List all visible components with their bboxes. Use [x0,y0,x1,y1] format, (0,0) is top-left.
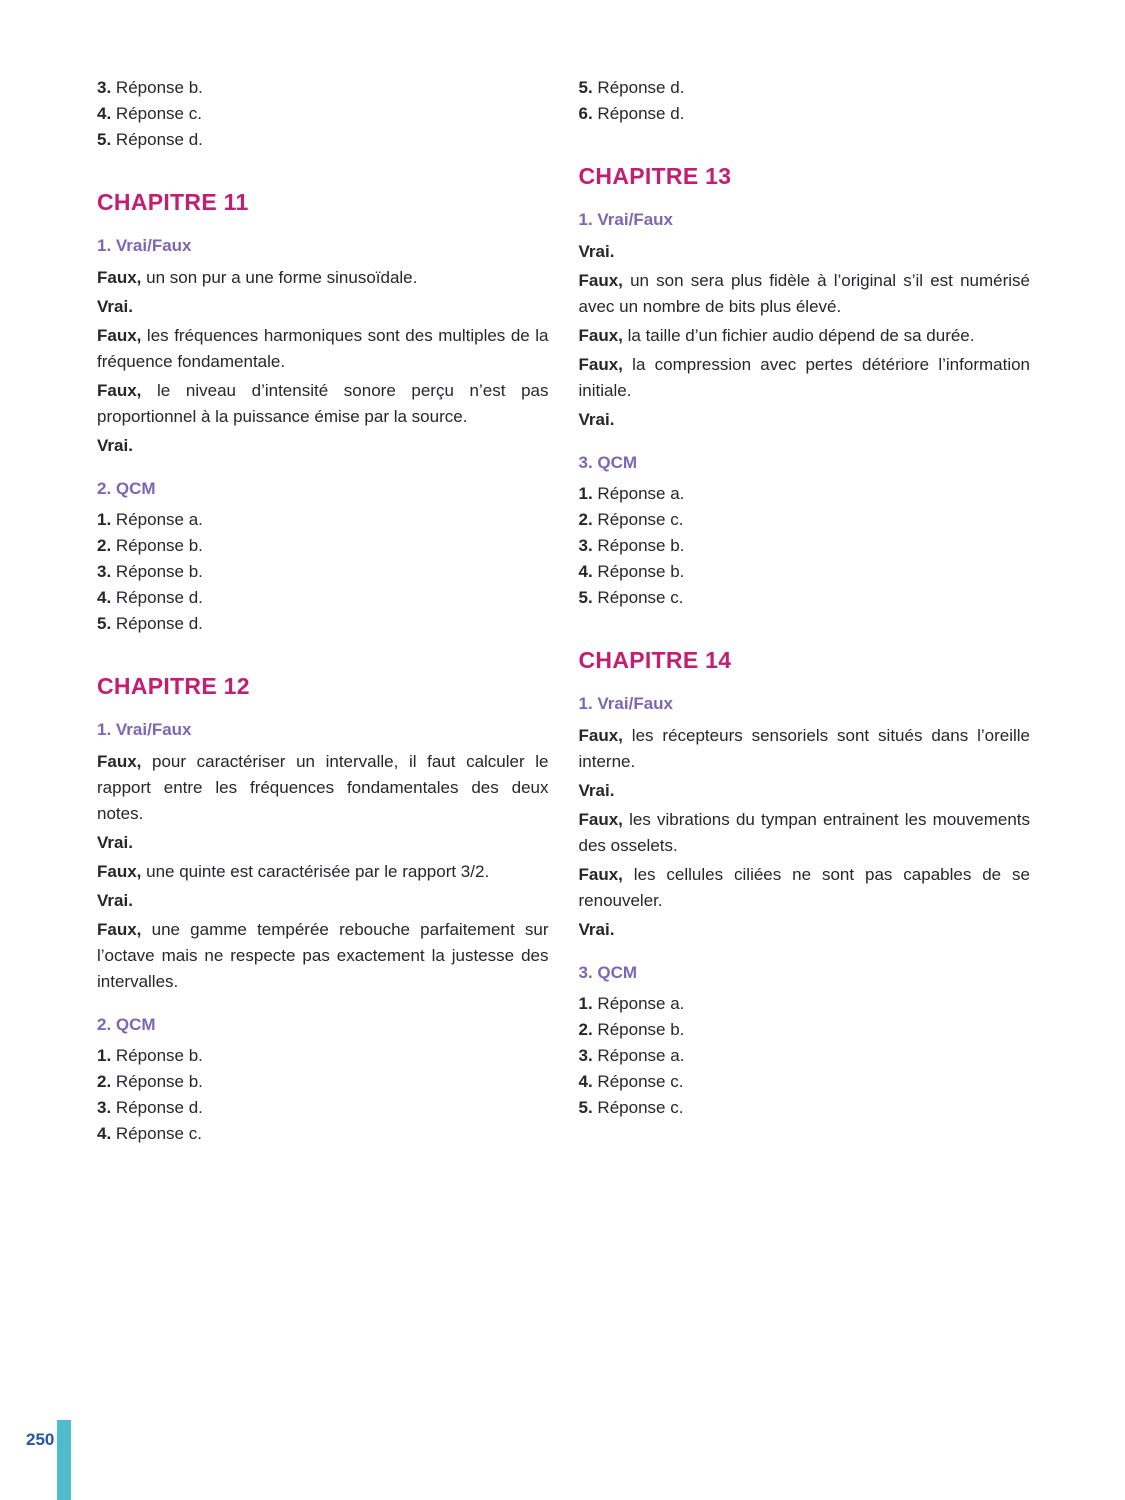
answer-item [97,612,549,635]
footer-accent-bar [57,1420,71,1500]
answer-text: les fréquences harmoniques sont des multiples de la fréquence fondamentale. [97,326,549,371]
answer-text: Réponse d. [115,588,203,607]
faux-lead: Faux, [578,271,623,290]
answer-text: Réponse b. [115,78,203,97]
answer-text: Réponse c. [115,1124,202,1143]
qcm-answer-list [97,1044,549,1145]
faux-lead: Faux, [578,355,623,374]
answer-text: Réponse c. [597,1072,684,1091]
faux-lead: Faux, [578,726,623,745]
answer-text: Réponse c. [597,510,684,529]
answer-paragraph [97,859,549,885]
answer-number: 3. [97,562,112,581]
chapter-13-heading: CHAPITRE 13 [578,163,732,189]
answer-text: une gamme tempérée rebouche parfaitement sur l’octave mais ne respecte pas exactement la justesse des intervalles. [97,920,549,991]
answer-text: Réponse a. [597,994,685,1013]
answer-item [97,560,549,583]
vrai-line: Vrai. [97,833,133,852]
answer-paragraph [579,323,1031,349]
answer-text: le niveau d’intensité sonore perçu n’est pas proportionnel à la puissance émise par la source. [97,381,549,426]
faux-lead: Faux, [97,920,142,939]
section-heading-qcm: 3. QCM [578,963,638,982]
answer-text: Réponse b. [115,562,203,581]
answer-text: les récepteurs sensoriels sont situés dans l’oreille interne. [578,726,1030,771]
answer-paragraph [579,862,1031,914]
vrai-line: Vrai. [97,436,133,455]
answer-item [97,534,549,557]
answer-text: Réponse a. [597,484,685,503]
answer-text: Réponse d. [115,130,203,149]
left-column [97,76,549,1148]
answer-item [579,482,1031,505]
answer-number: 3. [97,1098,112,1117]
section-heading-vrai-faux: 1. Vrai/Faux [97,236,192,255]
answer-number: 1. [578,994,593,1013]
answer-item [97,1122,549,1145]
answer-text: la compression avec pertes détériore l’information initiale. [578,355,1030,400]
answer-text: la taille d’un fichier audio dépend de sa durée. [622,326,975,345]
answer-item [579,586,1031,609]
answer-paragraph [97,378,549,430]
section-heading-qcm: 2. QCM [97,479,156,498]
answer-number: 5. [97,130,112,149]
answer-item [97,102,549,125]
faux-lead: Faux, [97,326,142,345]
chapter-14-heading: CHAPITRE 14 [578,647,732,673]
faux-lead: Faux, [578,865,623,884]
answer-number: 5. [578,588,593,607]
faux-lead: Faux, [578,326,623,345]
answer-text: Réponse d. [597,104,685,123]
answer-number: 5. [97,614,112,633]
answer-number: 5. [578,1098,593,1117]
answer-number: 5. [578,78,593,97]
answer-text: Réponse b. [597,536,685,555]
answer-number: 3. [578,536,593,555]
answer-text: Réponse d. [115,1098,203,1117]
section-heading-qcm: 3. QCM [578,453,638,472]
answer-paragraph [579,723,1031,775]
answer-number: 1. [97,510,112,529]
answer-item [579,1044,1031,1067]
answer-text: Réponse d. [115,614,203,633]
answer-number: 2. [97,1072,112,1091]
answer-paragraph [579,807,1031,859]
page-number: 250 [26,1430,55,1449]
chapter-11-heading: CHAPITRE 11 [97,189,249,215]
answer-number: 6. [578,104,593,123]
answer-item [97,1044,549,1067]
answer-item [579,76,1031,99]
answer-text: Réponse c. [597,1098,684,1117]
answer-number: 4. [97,104,112,123]
answer-item [579,1018,1031,1041]
answer-text: Réponse c. [597,588,684,607]
answer-text: les vibrations du tympan entrainent les mouvements des osselets. [578,810,1030,855]
answer-text: pour caractériser un intervalle, il faut calculer le rapport entre les fréquences fondamentales des deux notes. [97,752,549,823]
answer-text: Réponse a. [597,1046,685,1065]
faux-lead: Faux, [97,752,142,771]
answer-text: les cellules ciliées ne sont pas capables de se renouveler. [578,865,1030,910]
right-column [579,76,1031,1148]
answer-text: un son pur a une forme sinusoïdale. [141,268,418,287]
answer-paragraph [579,352,1031,404]
answer-number: 4. [578,1072,593,1091]
two-column-layout [97,76,1030,1148]
answer-item [97,586,549,609]
answer-list-chapter12-continued [579,76,1031,125]
vrai-line: Vrai. [97,891,133,910]
faux-lead: Faux, [578,810,623,829]
answer-text: un son sera plus fidèle à l’original s’il est numérisé avec un nombre de bits plus élevé. [578,271,1030,316]
answer-number: 1. [97,1046,112,1065]
vrai-line: Vrai. [578,410,615,429]
answer-number: 2. [97,536,112,555]
answer-paragraph [97,323,549,375]
answer-text: une quinte est caractérisée par le rapport 3/2. [141,862,490,881]
answer-text: Réponse b. [115,1072,203,1091]
answer-number: 4. [97,588,112,607]
answer-number: 4. [578,562,593,581]
answer-item [97,128,549,151]
answer-number: 2. [578,1020,593,1039]
answer-item [579,560,1031,583]
answer-paragraph [97,917,549,995]
answer-text: Réponse b. [115,536,203,555]
answer-item [579,534,1031,557]
answer-text: Réponse c. [115,104,202,123]
answer-number: 4. [97,1124,112,1143]
answer-text: Réponse b. [597,562,685,581]
section-heading-vrai-faux: 1. Vrai/Faux [97,720,192,739]
vrai-line: Vrai. [578,920,615,939]
answer-number: 1. [578,484,593,503]
answer-item [97,1070,549,1093]
vrai-line: Vrai. [578,242,615,261]
answer-text: Réponse b. [597,1020,685,1039]
answer-text: Réponse d. [597,78,685,97]
answer-item [579,992,1031,1015]
chapter-12-heading: CHAPITRE 12 [97,673,250,699]
answer-number: 3. [97,78,112,97]
vrai-line: Vrai. [97,297,133,316]
section-heading-vrai-faux: 1. Vrai/Faux [578,694,673,713]
answer-text: Réponse b. [115,1046,203,1065]
faux-lead: Faux, [97,268,142,287]
answer-item [579,102,1031,125]
faux-lead: Faux, [97,862,142,881]
answer-number: 3. [578,1046,593,1065]
faux-lead: Faux, [97,381,142,400]
answer-paragraph [579,268,1031,320]
answer-number: 2. [578,510,593,529]
vrai-line: Vrai. [578,781,615,800]
answer-item [579,1096,1031,1119]
qcm-answer-list [579,482,1031,609]
qcm-answer-list [579,992,1031,1119]
answer-item [579,508,1031,531]
answer-item [579,1070,1031,1093]
answer-list-chapter10-continued [97,76,549,151]
qcm-answer-list [97,508,549,635]
answer-item [97,1096,549,1119]
answer-paragraph [97,749,549,827]
answer-item [97,508,549,531]
answer-item [97,76,549,99]
section-heading-qcm: 2. QCM [97,1015,156,1034]
answer-paragraph [97,265,549,291]
answer-text: Réponse a. [115,510,203,529]
section-heading-vrai-faux: 1. Vrai/Faux [578,210,673,229]
